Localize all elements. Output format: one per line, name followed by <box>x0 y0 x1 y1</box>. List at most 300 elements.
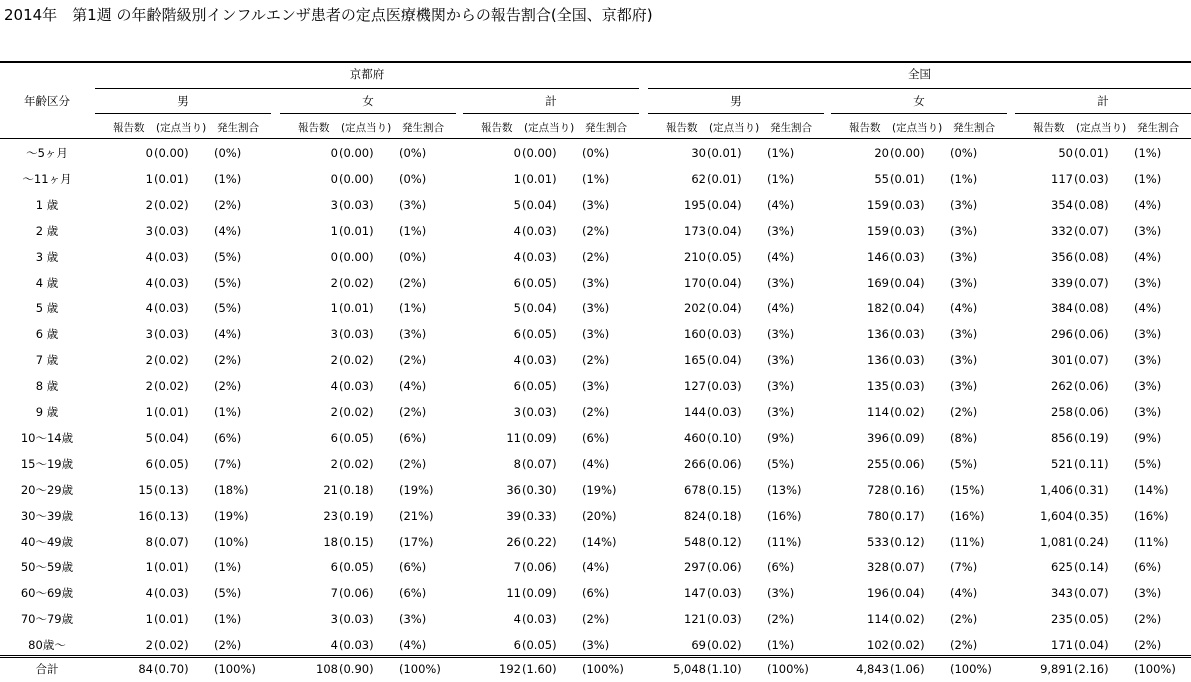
report-count-cell: 6 <box>513 638 521 653</box>
report-count-cell: 328 <box>867 560 889 575</box>
per-sentinel-cell: (0.11) <box>1074 456 1109 471</box>
rate-cell: (3%) <box>767 353 795 368</box>
report-count-cell: 356 <box>1051 249 1073 264</box>
rate-cell: (4%) <box>767 301 795 316</box>
rate-cell: (1%) <box>950 171 978 186</box>
report-count-cell: 16 <box>138 508 153 523</box>
report-count-cell: 50 <box>1058 146 1073 160</box>
rate-cell: (1%) <box>214 612 242 627</box>
region-header-national: 全国 <box>908 67 931 81</box>
table-row-age-label: ～11ヶ月 <box>22 171 72 186</box>
per-sentinel-cell: (0.03) <box>339 612 374 627</box>
per-sentinel-cell: (0.01) <box>154 405 189 419</box>
rate-cell: (2%) <box>950 405 978 419</box>
rate-cell: (3%) <box>1134 353 1162 368</box>
report-count-cell: 36 <box>506 482 521 497</box>
per-sentinel-cell: (0.03) <box>522 405 557 419</box>
rate-cell: (1%) <box>399 301 427 316</box>
rate-cell: (5%) <box>767 456 795 471</box>
col-header-per-sentinel: (定点当り) <box>156 122 207 134</box>
report-count-cell: 21 <box>323 482 338 497</box>
report-count-cell: 135 <box>867 379 889 394</box>
rate-cell: (2%) <box>214 379 242 394</box>
rate-cell: (0%) <box>399 146 427 160</box>
rate-cell: (5%) <box>214 249 242 264</box>
rate-cell: (4%) <box>399 379 427 394</box>
table-row-age-label: 70～79歳 <box>20 612 74 627</box>
table-row-age-label: 20～29歳 <box>20 482 74 497</box>
per-sentinel-cell: (0.04) <box>890 275 925 290</box>
report-count-cell: 196 <box>867 586 889 601</box>
rate-cell: (3%) <box>767 275 795 290</box>
report-count-cell: 7 <box>513 560 521 575</box>
rate-cell: (18%) <box>214 482 249 497</box>
rate-cell: (2%) <box>214 638 242 653</box>
report-count-cell: 4,843 <box>856 662 889 676</box>
report-count-cell: 3 <box>145 223 153 238</box>
rate-cell: (3%) <box>399 197 427 212</box>
report-count-cell: 1,081 <box>1040 534 1073 549</box>
per-sentinel-cell: (0.04) <box>707 197 742 212</box>
rate-cell: (21%) <box>399 508 434 523</box>
rate-cell: (3%) <box>582 327 610 342</box>
rate-cell: (15%) <box>950 482 985 497</box>
rate-cell: (100%) <box>214 662 256 676</box>
rate-cell: (6%) <box>399 430 427 445</box>
header-bottom-rule <box>0 138 1191 139</box>
rate-cell: (11%) <box>1134 534 1169 549</box>
per-sentinel-cell: (0.05) <box>522 638 557 653</box>
region-header-kyoto: 京都府 <box>349 67 385 81</box>
report-count-cell: 1,406 <box>1040 482 1073 497</box>
report-count-cell: 114 <box>867 405 889 419</box>
rate-cell: (7%) <box>214 456 242 471</box>
rate-cell: (3%) <box>1134 405 1162 419</box>
report-count-cell: 169 <box>867 275 889 290</box>
per-sentinel-cell: (0.02) <box>890 612 925 627</box>
report-count-cell: 258 <box>1051 405 1073 419</box>
report-count-cell: 165 <box>684 353 706 368</box>
per-sentinel-cell: (0.03) <box>707 379 742 394</box>
rate-cell: (5%) <box>214 275 242 290</box>
region-underline <box>648 88 1191 89</box>
col-header-per-sentinel: (定点当り) <box>524 122 575 134</box>
total-separator-rule <box>0 655 1191 658</box>
page-title: 2014年 第1週 の年齢階級別インフルエンザ患者の定点医療機関からの報告割合(全国、京都府) <box>4 6 653 24</box>
per-sentinel-cell: (0.06) <box>1074 327 1109 342</box>
per-sentinel-cell: (0.22) <box>522 534 557 549</box>
per-sentinel-cell: (0.03) <box>707 405 742 419</box>
rate-cell: (100%) <box>582 662 624 676</box>
rate-cell: (3%) <box>582 275 610 290</box>
report-count-cell: 1 <box>513 171 521 186</box>
rate-cell: (100%) <box>767 662 809 676</box>
report-count-cell: 160 <box>684 327 706 342</box>
table-row-age-label: 30～39歳 <box>20 508 74 523</box>
rate-cell: (100%) <box>950 662 992 676</box>
sex-header-male: 男 <box>177 94 189 108</box>
per-sentinel-cell: (0.01) <box>707 146 742 160</box>
report-count-cell: 26 <box>506 534 521 549</box>
report-count-cell: 159 <box>867 197 889 212</box>
per-sentinel-cell: (0.01) <box>522 171 557 186</box>
table-row-age-label: 1 歳 <box>35 197 59 212</box>
rate-cell: (14%) <box>1134 482 1169 497</box>
rate-cell: (6%) <box>767 560 795 575</box>
report-count-cell: 384 <box>1051 301 1073 316</box>
report-count-cell: 0 <box>145 146 153 160</box>
per-sentinel-cell: (0.14) <box>1074 560 1109 575</box>
per-sentinel-cell: (0.00) <box>522 146 557 160</box>
per-sentinel-cell: (0.35) <box>1074 508 1109 523</box>
rate-cell: (100%) <box>1134 662 1176 676</box>
per-sentinel-cell: (0.13) <box>154 482 189 497</box>
per-sentinel-cell: (0.03) <box>154 223 189 238</box>
per-sentinel-cell: (0.03) <box>339 638 374 653</box>
rate-cell: (6%) <box>582 430 610 445</box>
rate-cell: (2%) <box>399 405 427 419</box>
report-count-cell: 170 <box>684 275 706 290</box>
report-count-cell: 182 <box>867 301 889 316</box>
rate-cell: (1%) <box>1134 171 1162 186</box>
report-count-cell: 11 <box>506 430 521 445</box>
per-sentinel-cell: (0.08) <box>1074 197 1109 212</box>
per-sentinel-cell: (0.03) <box>890 353 925 368</box>
report-count-cell: 354 <box>1051 197 1073 212</box>
report-count-cell: 255 <box>867 456 889 471</box>
per-sentinel-cell: (0.05) <box>522 275 557 290</box>
rate-cell: (1%) <box>399 223 427 238</box>
rate-cell: (3%) <box>767 223 795 238</box>
report-count-cell: 780 <box>867 508 889 523</box>
rate-cell: (4%) <box>214 223 242 238</box>
rate-cell: (5%) <box>1134 456 1162 471</box>
per-sentinel-cell: (0.07) <box>154 534 189 549</box>
report-count-cell: 11 <box>506 586 521 601</box>
per-sentinel-cell: (0.00) <box>339 146 374 160</box>
rate-cell: (1%) <box>214 405 242 419</box>
per-sentinel-cell: (0.01) <box>339 223 374 238</box>
report-count-cell: 114 <box>867 612 889 627</box>
per-sentinel-cell: (0.00) <box>890 146 925 160</box>
per-sentinel-cell: (0.05) <box>1074 612 1109 627</box>
report-count-cell: 146 <box>867 249 889 264</box>
rate-cell: (4%) <box>767 249 795 264</box>
per-sentinel-cell: (0.03) <box>339 327 374 342</box>
per-sentinel-cell: (0.09) <box>890 430 925 445</box>
table-row-age-label: 4 歳 <box>35 275 59 290</box>
per-sentinel-cell: (0.16) <box>890 482 925 497</box>
col-header-per-sentinel: (定点当り) <box>341 122 392 134</box>
sex-header-total: 計 <box>1097 94 1109 108</box>
per-sentinel-cell: (0.04) <box>1074 638 1109 653</box>
rate-cell: (6%) <box>399 560 427 575</box>
per-sentinel-cell: (0.90) <box>339 662 374 676</box>
per-sentinel-cell: (0.03) <box>154 275 189 290</box>
rate-cell: (3%) <box>767 327 795 342</box>
per-sentinel-cell: (0.09) <box>522 430 557 445</box>
per-sentinel-cell: (0.04) <box>890 301 925 316</box>
per-sentinel-cell: (0.01) <box>1074 146 1109 160</box>
rate-cell: (2%) <box>1134 638 1162 653</box>
per-sentinel-cell: (0.03) <box>1074 171 1109 186</box>
rate-cell: (2%) <box>582 223 610 238</box>
rate-cell: (1%) <box>767 146 795 160</box>
per-sentinel-cell: (0.07) <box>1074 586 1109 601</box>
report-count-cell: 1 <box>145 171 153 186</box>
per-sentinel-cell: (0.02) <box>890 638 925 653</box>
table-row-age-label: 2 歳 <box>35 223 59 238</box>
per-sentinel-cell: (0.13) <box>154 508 189 523</box>
age-column-header: 年齢区分 <box>24 94 70 108</box>
per-sentinel-cell: (0.09) <box>522 586 557 601</box>
region-underline <box>95 88 639 89</box>
report-count-cell: 1 <box>330 223 338 238</box>
report-count-cell: 396 <box>867 430 889 445</box>
per-sentinel-cell: (0.03) <box>890 249 925 264</box>
rate-cell: (14%) <box>582 534 617 549</box>
report-count-cell: 2 <box>330 353 338 368</box>
rate-cell: (11%) <box>767 534 802 549</box>
report-count-cell: 5 <box>513 301 521 316</box>
report-count-cell: 121 <box>684 612 706 627</box>
per-sentinel-cell: (0.12) <box>890 534 925 549</box>
per-sentinel-cell: (0.02) <box>154 197 189 212</box>
per-sentinel-cell: (0.03) <box>707 586 742 601</box>
report-count-cell: 339 <box>1051 275 1073 290</box>
per-sentinel-cell: (0.02) <box>339 456 374 471</box>
rate-cell: (3%) <box>767 586 795 601</box>
col-header-report-count: 報告数 <box>1033 122 1065 134</box>
per-sentinel-cell: (0.07) <box>1074 353 1109 368</box>
per-sentinel-cell: (0.07) <box>890 560 925 575</box>
rate-cell: (13%) <box>767 482 802 497</box>
table-row-age-label: 8 歳 <box>35 379 59 394</box>
per-sentinel-cell: (2.16) <box>1074 662 1109 676</box>
table-row-age-label: 60～69歳 <box>20 586 74 601</box>
report-count-cell: 102 <box>867 638 889 653</box>
per-sentinel-cell: (0.03) <box>707 612 742 627</box>
sex-header-total: 計 <box>545 94 557 108</box>
rate-cell: (2%) <box>399 353 427 368</box>
rate-cell: (6%) <box>399 586 427 601</box>
report-count-cell: 2 <box>330 456 338 471</box>
per-sentinel-cell: (1.06) <box>890 662 925 676</box>
rate-cell: (0%) <box>582 146 610 160</box>
per-sentinel-cell: (0.06) <box>890 456 925 471</box>
per-sentinel-cell: (1.60) <box>522 662 557 676</box>
report-count-cell: 2 <box>145 379 153 394</box>
per-sentinel-cell: (0.03) <box>890 197 925 212</box>
report-count-cell: 62 <box>691 171 706 186</box>
report-count-cell: 20 <box>874 146 889 160</box>
col-header-report-count: 報告数 <box>298 122 330 134</box>
sex-header-female: 女 <box>362 94 374 108</box>
per-sentinel-cell: (0.07) <box>522 456 557 471</box>
sex-group-underline <box>95 113 271 114</box>
table-row-age-label: 50～59歳 <box>20 560 74 575</box>
rate-cell: (1%) <box>582 171 610 186</box>
report-count-cell: 625 <box>1051 560 1073 575</box>
per-sentinel-cell: (0.02) <box>154 379 189 394</box>
report-count-cell: 1 <box>145 560 153 575</box>
rate-cell: (11%) <box>950 534 985 549</box>
per-sentinel-cell: (0.31) <box>1074 482 1109 497</box>
per-sentinel-cell: (0.06) <box>1074 405 1109 419</box>
rate-cell: (3%) <box>1134 379 1162 394</box>
rate-cell: (3%) <box>1134 586 1162 601</box>
rate-cell: (5%) <box>214 301 242 316</box>
report-count-cell: 1 <box>145 405 153 419</box>
per-sentinel-cell: (0.18) <box>707 508 742 523</box>
per-sentinel-cell: (0.02) <box>339 405 374 419</box>
report-count-cell: 856 <box>1051 430 1073 445</box>
table-row-age-label: ～5ヶ月 <box>26 146 68 160</box>
rate-cell: (19%) <box>214 508 249 523</box>
report-count-cell: 55 <box>874 171 889 186</box>
report-count-cell: 4 <box>330 638 338 653</box>
rate-cell: (3%) <box>950 197 978 212</box>
total-row-age-label: 合計 <box>35 662 59 676</box>
report-count-cell: 84 <box>138 662 153 676</box>
report-count-cell: 4 <box>145 249 153 264</box>
per-sentinel-cell: (0.04) <box>890 586 925 601</box>
rate-cell: (16%) <box>1134 508 1169 523</box>
col-header-rate: 発生割合 <box>953 122 995 134</box>
per-sentinel-cell: (1.10) <box>707 662 742 676</box>
col-header-per-sentinel: (定点当り) <box>1076 122 1127 134</box>
report-count-cell: 18 <box>323 534 338 549</box>
rate-cell: (4%) <box>1134 249 1162 264</box>
report-count-cell: 6 <box>330 430 338 445</box>
col-header-rate: 発生割合 <box>217 122 259 134</box>
per-sentinel-cell: (0.06) <box>707 456 742 471</box>
per-sentinel-cell: (0.70) <box>154 662 189 676</box>
rate-cell: (3%) <box>399 327 427 342</box>
per-sentinel-cell: (0.05) <box>522 379 557 394</box>
report-count-cell: 15 <box>138 482 153 497</box>
per-sentinel-cell: (0.02) <box>339 275 374 290</box>
per-sentinel-cell: (0.05) <box>522 327 557 342</box>
per-sentinel-cell: (0.08) <box>1074 301 1109 316</box>
rate-cell: (4%) <box>1134 197 1162 212</box>
report-count-cell: 3 <box>145 327 153 342</box>
report-count-cell: 2 <box>330 275 338 290</box>
rate-cell: (10%) <box>214 534 249 549</box>
rate-cell: (3%) <box>1134 327 1162 342</box>
rate-cell: (20%) <box>582 508 617 523</box>
sex-group-underline <box>280 113 456 114</box>
report-count-cell: 533 <box>867 534 889 549</box>
per-sentinel-cell: (0.02) <box>154 638 189 653</box>
report-count-cell: 235 <box>1051 612 1073 627</box>
report-count-cell: 728 <box>867 482 889 497</box>
per-sentinel-cell: (0.01) <box>154 171 189 186</box>
per-sentinel-cell: (0.03) <box>339 379 374 394</box>
rate-cell: (2%) <box>1134 612 1162 627</box>
rate-cell: (2%) <box>767 612 795 627</box>
report-count-cell: 2 <box>145 638 153 653</box>
per-sentinel-cell: (0.03) <box>154 301 189 316</box>
per-sentinel-cell: (0.06) <box>707 560 742 575</box>
report-count-cell: 332 <box>1051 223 1073 238</box>
report-count-cell: 0 <box>330 171 338 186</box>
per-sentinel-cell: (0.01) <box>154 560 189 575</box>
rate-cell: (9%) <box>767 430 795 445</box>
rate-cell: (2%) <box>399 275 427 290</box>
report-count-cell: 5 <box>145 430 153 445</box>
sex-group-underline <box>831 113 1007 114</box>
col-header-report-count: 報告数 <box>849 122 881 134</box>
sex-header-female: 女 <box>913 94 925 108</box>
rate-cell: (4%) <box>950 301 978 316</box>
per-sentinel-cell: (0.02) <box>339 353 374 368</box>
report-count-cell: 5 <box>513 197 521 212</box>
table-row-age-label: 15～19歳 <box>20 456 74 471</box>
rate-cell: (2%) <box>399 456 427 471</box>
per-sentinel-cell: (0.01) <box>890 171 925 186</box>
per-sentinel-cell: (0.15) <box>339 534 374 549</box>
report-count-cell: 460 <box>684 430 706 445</box>
report-count-cell: 136 <box>867 353 889 368</box>
table-row-age-label: 40～49歳 <box>20 534 74 549</box>
rate-cell: (4%) <box>767 197 795 212</box>
table-row-age-label: 6 歳 <box>35 327 59 342</box>
per-sentinel-cell: (0.03) <box>154 249 189 264</box>
report-count-cell: 173 <box>684 223 706 238</box>
per-sentinel-cell: (0.06) <box>1074 379 1109 394</box>
report-count-cell: 127 <box>684 379 706 394</box>
report-count-cell: 192 <box>499 662 521 676</box>
per-sentinel-cell: (0.02) <box>154 353 189 368</box>
table-row-age-label: 3 歳 <box>35 249 59 264</box>
report-count-cell: 4 <box>145 586 153 601</box>
per-sentinel-cell: (0.12) <box>707 534 742 549</box>
rate-cell: (4%) <box>582 456 610 471</box>
report-count-cell: 266 <box>684 456 706 471</box>
rate-cell: (3%) <box>582 301 610 316</box>
rate-cell: (1%) <box>767 171 795 186</box>
rate-cell: (0%) <box>399 171 427 186</box>
per-sentinel-cell: (0.19) <box>339 508 374 523</box>
per-sentinel-cell: (0.18) <box>339 482 374 497</box>
per-sentinel-cell: (0.04) <box>707 223 742 238</box>
report-count-cell: 678 <box>684 482 706 497</box>
rate-cell: (3%) <box>950 275 978 290</box>
per-sentinel-cell: (0.03) <box>890 379 925 394</box>
rate-cell: (17%) <box>399 534 434 549</box>
rate-cell: (2%) <box>214 353 242 368</box>
report-count-cell: 202 <box>684 301 706 316</box>
rate-cell: (6%) <box>1134 560 1162 575</box>
report-count-cell: 1 <box>145 612 153 627</box>
per-sentinel-cell: (0.05) <box>339 430 374 445</box>
rate-cell: (3%) <box>582 638 610 653</box>
report-count-cell: 6 <box>513 379 521 394</box>
sex-group-underline <box>648 113 824 114</box>
rate-cell: (2%) <box>582 612 610 627</box>
report-count-cell: 297 <box>684 560 706 575</box>
rate-cell: (3%) <box>767 379 795 394</box>
per-sentinel-cell: (0.03) <box>707 327 742 342</box>
rate-cell: (3%) <box>1134 223 1162 238</box>
report-count-cell: 343 <box>1051 586 1073 601</box>
rate-cell: (8%) <box>950 430 978 445</box>
per-sentinel-cell: (0.04) <box>707 275 742 290</box>
rate-cell: (3%) <box>582 379 610 394</box>
rate-cell: (3%) <box>950 223 978 238</box>
report-count-cell: 1 <box>330 301 338 316</box>
